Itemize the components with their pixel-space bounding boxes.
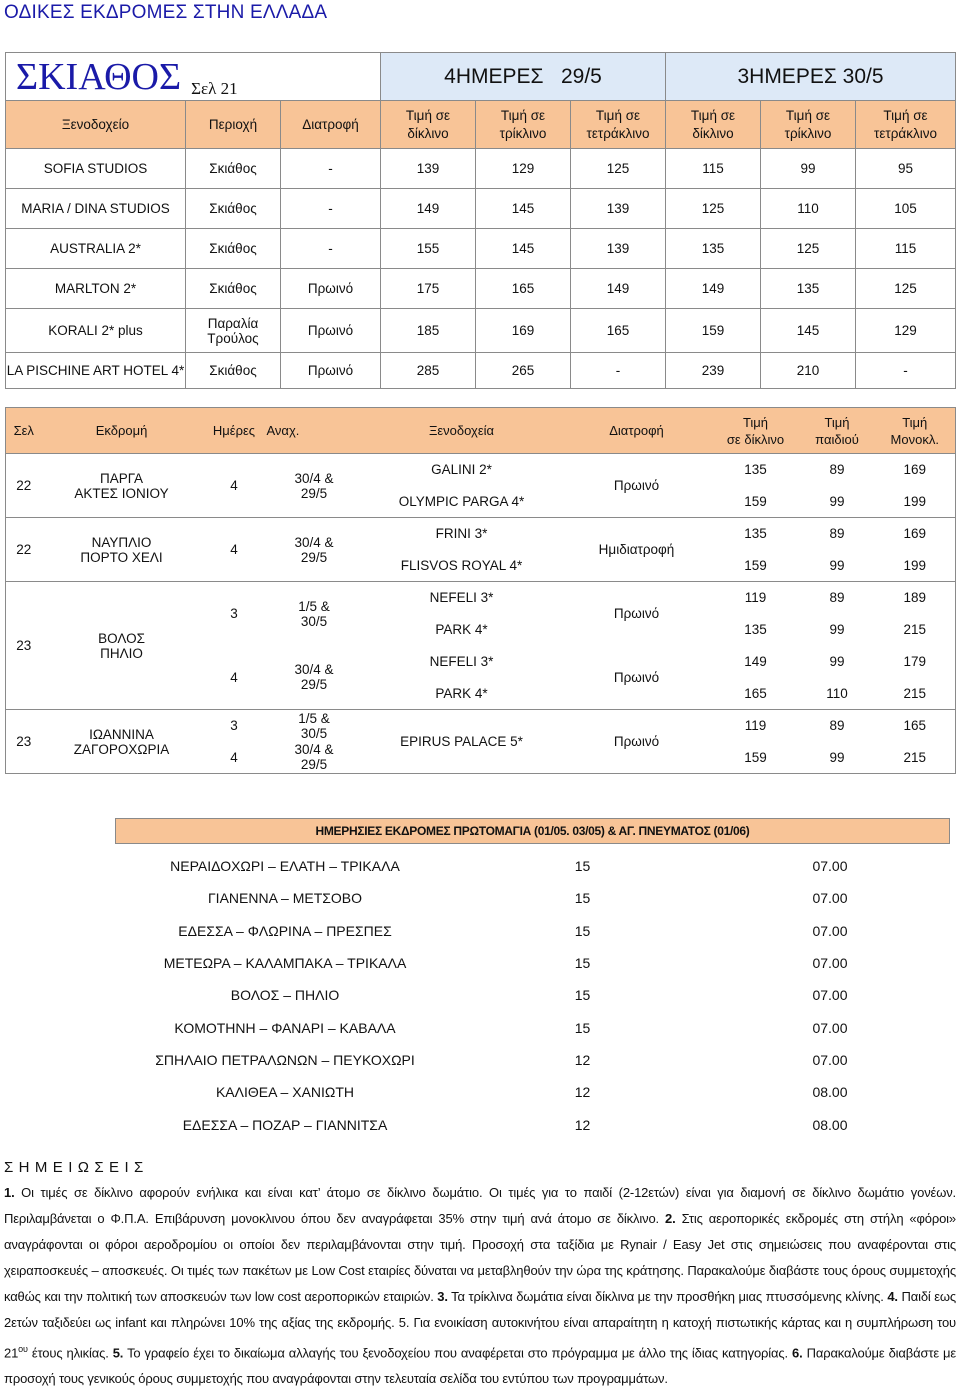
price-triple-4d: 265 bbox=[476, 353, 571, 389]
daytrip-price: 15 bbox=[574, 955, 591, 972]
price-quad-4d: 149 bbox=[571, 269, 666, 309]
trip-board: Πρωινό bbox=[562, 454, 712, 518]
col-hotels: Ξενοδοχεία bbox=[362, 408, 562, 454]
hotel-name: EPIRUS PALACE 5* bbox=[362, 710, 562, 774]
trip-board: Πρωινό bbox=[613, 606, 660, 622]
daytrip-price: 15 bbox=[574, 922, 591, 939]
trip-row-ioannina bbox=[6, 710, 956, 742]
price-double-4d: 285 bbox=[381, 353, 476, 389]
trip-name: ΙΩΑΝΝΙΝΑ ΖΑΓΟΡΟΧΩΡΙΑ bbox=[42, 710, 202, 774]
trip-row-nafplio bbox=[6, 518, 956, 550]
notes-title: ΣΗΜΕΙΩΣΕΙΣ bbox=[4, 1159, 149, 1176]
col-board: Διατροφή bbox=[281, 101, 381, 149]
price-quad-3d: 95 bbox=[856, 149, 956, 189]
daytrip-route: ΜΕΤΕΩΡΑ – ΚΑΛΑΜΠΑΚΑ – ΤΡΙΚΑΛΑ bbox=[163, 955, 407, 972]
hotel-row bbox=[6, 353, 956, 389]
group-4days: 4ΗΜΕΡΕΣ 29/5 bbox=[381, 53, 666, 101]
price-quad-3d: 129 bbox=[856, 309, 956, 353]
col-quad-3d: Τιμή σε τετράκλινο bbox=[856, 101, 956, 149]
price-double-3d: 149 bbox=[666, 269, 761, 309]
price-double-4d: 185 bbox=[381, 309, 476, 353]
area: Σκιάθος bbox=[186, 149, 281, 189]
price-triple-4d: 169 bbox=[476, 309, 571, 353]
price-single: 189 bbox=[875, 582, 956, 614]
col-board: Διατροφή bbox=[562, 408, 712, 454]
trip-page: 23 bbox=[6, 582, 42, 710]
trip-days: 4 bbox=[202, 742, 267, 774]
hotel-name: NEFELI 3* bbox=[429, 654, 494, 669]
trip-days: 4 bbox=[202, 454, 267, 518]
price-quad-3d: 105 bbox=[856, 189, 956, 229]
trip-departure: 30/4 & 29/5 bbox=[267, 454, 362, 518]
col-double-4d: Τιμή σε δίκλινο bbox=[381, 101, 476, 149]
daytrip-time: 07.00 bbox=[812, 1019, 848, 1036]
price-child: 89 bbox=[829, 526, 845, 542]
daytrip-price: 15 bbox=[574, 890, 591, 907]
hotel-name: GALINI 2* bbox=[431, 462, 492, 478]
price-single: 215 bbox=[875, 614, 956, 646]
price-double-3d: 239 bbox=[666, 353, 761, 389]
price-double-4d: 175 bbox=[381, 269, 476, 309]
col-triple-3d: Τιμή σε τρίκλινο bbox=[761, 101, 856, 149]
col-days: Ημέρες bbox=[202, 408, 267, 454]
price-double: 135 bbox=[744, 462, 767, 478]
col-page: Σελ bbox=[6, 408, 42, 454]
price-single: 215 bbox=[875, 742, 956, 774]
trip-board: Ημιδιατροφή bbox=[562, 518, 712, 582]
daytrip-row bbox=[115, 850, 950, 882]
daytrip-route: ΓΙΑΝΕΝΝΑ – ΜΕΤΣΟΒΟ bbox=[207, 890, 363, 907]
trip-days: 4 bbox=[202, 518, 267, 582]
trip-page: 23 bbox=[6, 710, 42, 774]
board: Πρωινό bbox=[281, 269, 381, 309]
trip-name: ΒΟΛΟΣ ΠΗΛΙΟ bbox=[42, 582, 202, 710]
price-child: 99 bbox=[800, 486, 875, 518]
col-price-child: Τιμή παιδιού bbox=[800, 408, 875, 454]
price-quad-4d: 139 bbox=[571, 229, 666, 269]
price-double: 135 bbox=[744, 622, 767, 637]
price-triple-4d: 165 bbox=[476, 269, 571, 309]
daytrip-time: 07.00 bbox=[812, 858, 848, 875]
excursions-table bbox=[5, 407, 956, 774]
trip-days: 3 bbox=[230, 718, 238, 734]
daytrip-time: 07.00 bbox=[812, 955, 848, 972]
col-quad-4d: Τιμή σε τετράκλινο bbox=[571, 101, 666, 149]
trip-board: Πρωινό bbox=[562, 646, 712, 710]
daytrip-route: ΣΠΗΛΑΙΟ ΠΕΤΡΑΛΩΝΩΝ – ΠΕΥΚΟΧΩΡΙ bbox=[155, 1051, 415, 1068]
daytrip-route: ΚΟΜΟΤΗΝΗ – ΦΑΝΑΡΙ – ΚΑΒΑΛΑ bbox=[174, 1019, 396, 1036]
skiathos-title: ΣΚΙΑΘΟΣ bbox=[16, 55, 182, 98]
daytrip-row bbox=[115, 882, 950, 914]
daytrip-time: 07.00 bbox=[812, 1051, 848, 1068]
price-double: 159 bbox=[712, 486, 800, 518]
price-quad-4d: 139 bbox=[571, 189, 666, 229]
daytrip-price: 12 bbox=[574, 1051, 591, 1068]
daytrip-row bbox=[115, 1076, 950, 1108]
hotel-name: PARK 4* bbox=[362, 678, 562, 710]
board: - bbox=[281, 189, 381, 229]
price-triple-3d: 210 bbox=[761, 353, 856, 389]
trip-departure: 30/4 & 29/5 bbox=[267, 742, 362, 774]
price-quad-3d: - bbox=[856, 353, 956, 389]
col-departure: Αναχ. bbox=[267, 408, 362, 454]
daytrip-price: 15 bbox=[574, 1019, 591, 1036]
trip-row-volos bbox=[6, 582, 956, 614]
trip-page: 22 bbox=[6, 518, 42, 582]
price-double: 159 bbox=[712, 742, 800, 774]
price-single: 199 bbox=[875, 550, 956, 582]
daytrip-time: 07.00 bbox=[812, 987, 848, 1004]
price-triple-4d: 145 bbox=[476, 229, 571, 269]
price-double-3d: 135 bbox=[666, 229, 761, 269]
daytrips-table bbox=[115, 850, 950, 1141]
hotel-row bbox=[6, 229, 956, 269]
hotel-name: PARK 4* bbox=[435, 622, 488, 637]
board: Πρωινό bbox=[281, 353, 381, 389]
price-double-3d: 159 bbox=[666, 309, 761, 353]
daytrip-row bbox=[115, 915, 950, 947]
hotel-row bbox=[6, 149, 956, 189]
price-triple-3d: 125 bbox=[761, 229, 856, 269]
price-quad-3d: 125 bbox=[856, 269, 956, 309]
trip-days: 3 bbox=[230, 606, 238, 622]
hotel-name: MARLTON 2* bbox=[6, 269, 186, 309]
board: - bbox=[281, 149, 381, 189]
daytrip-time: 07.00 bbox=[812, 890, 848, 907]
trip-name: ΠΑΡΓΑ ΑΚΤΕΣ ΙΟΝΙΟΥ bbox=[42, 454, 202, 518]
price-quad-3d: 115 bbox=[856, 229, 956, 269]
hotel-name: FRINI 3* bbox=[435, 526, 488, 542]
price-double: 159 bbox=[712, 550, 800, 582]
daytrip-price: 15 bbox=[574, 858, 591, 875]
daytrip-route: ΒΟΛΟΣ – ΠΗΛΙΟ bbox=[230, 987, 340, 1004]
trip-row-parga bbox=[6, 454, 956, 486]
price-single: 169 bbox=[875, 518, 956, 550]
notes-body: 1. Οι τιμές σε δίκλινο αφορούν ενήλικα και είναι κατ’ άτομο σε δίκλινο δωμάτιο. Οι τιμές για το παιδί (2-12ετών) είναι για διαμονή σε δίκλινο δωμάτιο γονέων. Περιλαμβάνεται ο Φ.Π.Α. Επιβάρυνση μονοκλινου όπου δεν αναγράφεται 35% στην τιμή ανά άτομο σε δίκλινο. 2. Στις αεροπορικές εκδρομές στη στήλη «φόροι» αναγράφονται οι φόροι αεροδρομίου οι οποίοι δεν περιλαμβάνονται στην τιμή. Προσοχή στα ταξίδια με Rynair / Easy Jet στις σημειώσεις που αναφέρονται στις χειραποσκευές – αποσκευές. Οι τιμές των πακέτων με Low Cost εταιρίες δύναται να μεταβληθούν την ώρα της κράτησης. Παρακαλούμε διαβάστε τους όρους συμμετοχής καθώς και την πολιτική των αποσκευών των low cost αεροπορικών εταιριών. 3. Τα τρίκλινα δωμάτια είναι δίκλινα με την προσθήκη μιας πτυσσόμενης κλίνης. 4. Παιδί εως 2ετών ταξιδεύει ως infant και πληρώνει 10% της αξίας της εκδρομής. 5. Για ενοικίαση αυτοκινήτου είναι απαραίτητη η κατοχή πιστωτικής κάρτας και η συμπλήρωση του $21^{o\upsilon}$ έτους ηλικίας. 5. Το γραφείο έχει το δικαίωμα αλλαγής του ξενοδοχείου που αναφέρεται στο πρόγραμμα με άλλο της ίδιας κατηγορίας. 6. Παρακαλούμε διαβάστε με προσοχή τους γενικούς όρους συμμετοχής που αναγράφονται στην τελευταία σελίδα του εντύπου των προγραμμάτων. bbox=[4, 1185, 956, 1387]
hotel-row bbox=[6, 189, 956, 229]
price-quad-4d: - bbox=[571, 353, 666, 389]
price-double-3d: 115 bbox=[666, 149, 761, 189]
daytrips-header: ΗΜΕΡΗΣΙΕΣ ΕΚΔΡΟΜΕΣ ΠΡΩΤΟΜΑΓΙΑ (01/05. 03/05) & ΑΓ. ΠΝΕΥΜΑΤΟΣ (01/06) bbox=[115, 818, 950, 844]
daytrip-row bbox=[115, 1011, 950, 1043]
trip-departure: 1/5 & 30/5 bbox=[298, 598, 330, 629]
price-triple-3d: 99 bbox=[761, 149, 856, 189]
hotel-name: SOFIA STUDIOS bbox=[6, 149, 186, 189]
price-double: 135 bbox=[744, 526, 767, 542]
page-title: ΟΔΙΚΕΣ ΕΚΔΡΟΜΕΣ ΣΤΗΝ ΕΛΛΑΔΑ bbox=[4, 2, 328, 23]
trip-departure: 30/4 & 29/5 bbox=[267, 518, 362, 582]
daytrip-time: 08.00 bbox=[812, 1084, 848, 1101]
page-ref: Σελ 21 bbox=[191, 78, 238, 98]
daytrip-row bbox=[115, 979, 950, 1011]
hotel-row bbox=[6, 269, 956, 309]
daytrip-route: ΝΕΡΑΙΔΟΧΩΡΙ – ΕΛΑΤΗ – ΤΡΙΚΑΛΑ bbox=[170, 858, 400, 875]
board: - bbox=[281, 229, 381, 269]
price-triple-4d: 145 bbox=[476, 189, 571, 229]
daytrip-row bbox=[115, 1108, 950, 1140]
board: Πρωινό bbox=[281, 309, 381, 353]
price-single: 169 bbox=[875, 454, 956, 486]
price-double-4d: 155 bbox=[381, 229, 476, 269]
trip-departure: 1/5 & 30/5 bbox=[298, 710, 330, 741]
daytrip-row bbox=[115, 1044, 950, 1076]
price-quad-4d: 165 bbox=[571, 309, 666, 353]
price-double: 149 bbox=[744, 654, 767, 669]
price-triple-4d: 129 bbox=[476, 149, 571, 189]
price-double-3d: 125 bbox=[666, 189, 761, 229]
daytrip-route: ΚΑΛΙΘΕΑ – ΧΑΝΙΩΤΗ bbox=[215, 1084, 355, 1101]
trip-departure: 30/4 & 29/5 bbox=[267, 646, 362, 710]
area: Σκιάθος bbox=[186, 353, 281, 389]
col-area: Περιοχή bbox=[186, 101, 281, 149]
price-child: 99 bbox=[800, 550, 875, 582]
area: Σκιάθος bbox=[186, 189, 281, 229]
daytrip-price: 12 bbox=[574, 1116, 591, 1133]
price-child: 99 bbox=[829, 622, 845, 637]
price-double-4d: 139 bbox=[381, 149, 476, 189]
price-double: 119 bbox=[744, 718, 767, 734]
price-child: 110 bbox=[800, 678, 875, 710]
col-price-double: Τιμή σε δίκλινο bbox=[712, 408, 800, 454]
daytrip-time: 07.00 bbox=[812, 922, 848, 939]
hotel-name: OLYMPIC PARGA 4* bbox=[362, 486, 562, 518]
daytrip-route: ΕΔΕΣΣΑ – ΦΛΩΡΙΝΑ – ΠΡΕΣΠΕΣ bbox=[178, 922, 392, 939]
price-triple-3d: 145 bbox=[761, 309, 856, 353]
trip-name: ΝΑΥΠΛΙΟ ΠΟΡΤΟ ΧΕΛΙ bbox=[42, 518, 202, 582]
hotel-name: AUSTRALIA 2* bbox=[6, 229, 186, 269]
price-single: 215 bbox=[875, 678, 956, 710]
col-price-single: Τιμή Μονοκλ. bbox=[875, 408, 956, 454]
price-single: 199 bbox=[875, 486, 956, 518]
hotel-name: NEFELI 3* bbox=[429, 590, 494, 606]
hotel-name: MARIA / DINA STUDIOS bbox=[6, 189, 186, 229]
price-child: 89 bbox=[829, 462, 845, 478]
daytrip-price: 15 bbox=[574, 987, 591, 1004]
hotel-row bbox=[6, 309, 956, 353]
area: Παραλία Τρούλος bbox=[186, 309, 281, 353]
price-child: 99 bbox=[800, 742, 875, 774]
trip-board: Πρωινό bbox=[562, 710, 712, 774]
daytrip-route: ΕΔΕΣΣΑ – ΠΟΖΑΡ – ΓΙΑΝΝΙΤΣΑ bbox=[182, 1116, 388, 1133]
daytrip-time: 08.00 bbox=[812, 1116, 848, 1133]
price-double-4d: 149 bbox=[381, 189, 476, 229]
col-double-3d: Τιμή σε δίκλινο bbox=[666, 101, 761, 149]
price-quad-4d: 125 bbox=[571, 149, 666, 189]
trip-days: 4 bbox=[202, 646, 267, 710]
area: Σκιάθος bbox=[186, 229, 281, 269]
col-hotel: Ξενοδοχείο bbox=[6, 101, 186, 149]
skiathos-price-table bbox=[5, 52, 956, 389]
area: Σκιάθος bbox=[186, 269, 281, 309]
price-double: 165 bbox=[712, 678, 800, 710]
col-trip: Εκδρομή bbox=[42, 408, 202, 454]
price-single: 165 bbox=[875, 710, 956, 742]
group-3days: 3ΗΜΕΡΕΣ 30/5 bbox=[666, 53, 956, 101]
price-triple-3d: 135 bbox=[761, 269, 856, 309]
price-child: 89 bbox=[829, 718, 845, 734]
hotel-name: KORALI 2* plus bbox=[6, 309, 186, 353]
hotel-name: FLISVOS ROYAL 4* bbox=[362, 550, 562, 582]
trip-page: 22 bbox=[6, 454, 42, 518]
price-triple-3d: 110 bbox=[761, 189, 856, 229]
price-double: 119 bbox=[744, 590, 767, 606]
daytrip-price: 12 bbox=[574, 1084, 591, 1101]
price-child: 89 bbox=[829, 590, 845, 606]
price-single: 179 bbox=[875, 646, 956, 678]
daytrip-row bbox=[115, 947, 950, 979]
col-triple-4d: Τιμή σε τρίκλινο bbox=[476, 101, 571, 149]
price-child: 99 bbox=[829, 654, 845, 669]
hotel-name: LA PISCHINE ART HOTEL 4* bbox=[6, 353, 186, 389]
